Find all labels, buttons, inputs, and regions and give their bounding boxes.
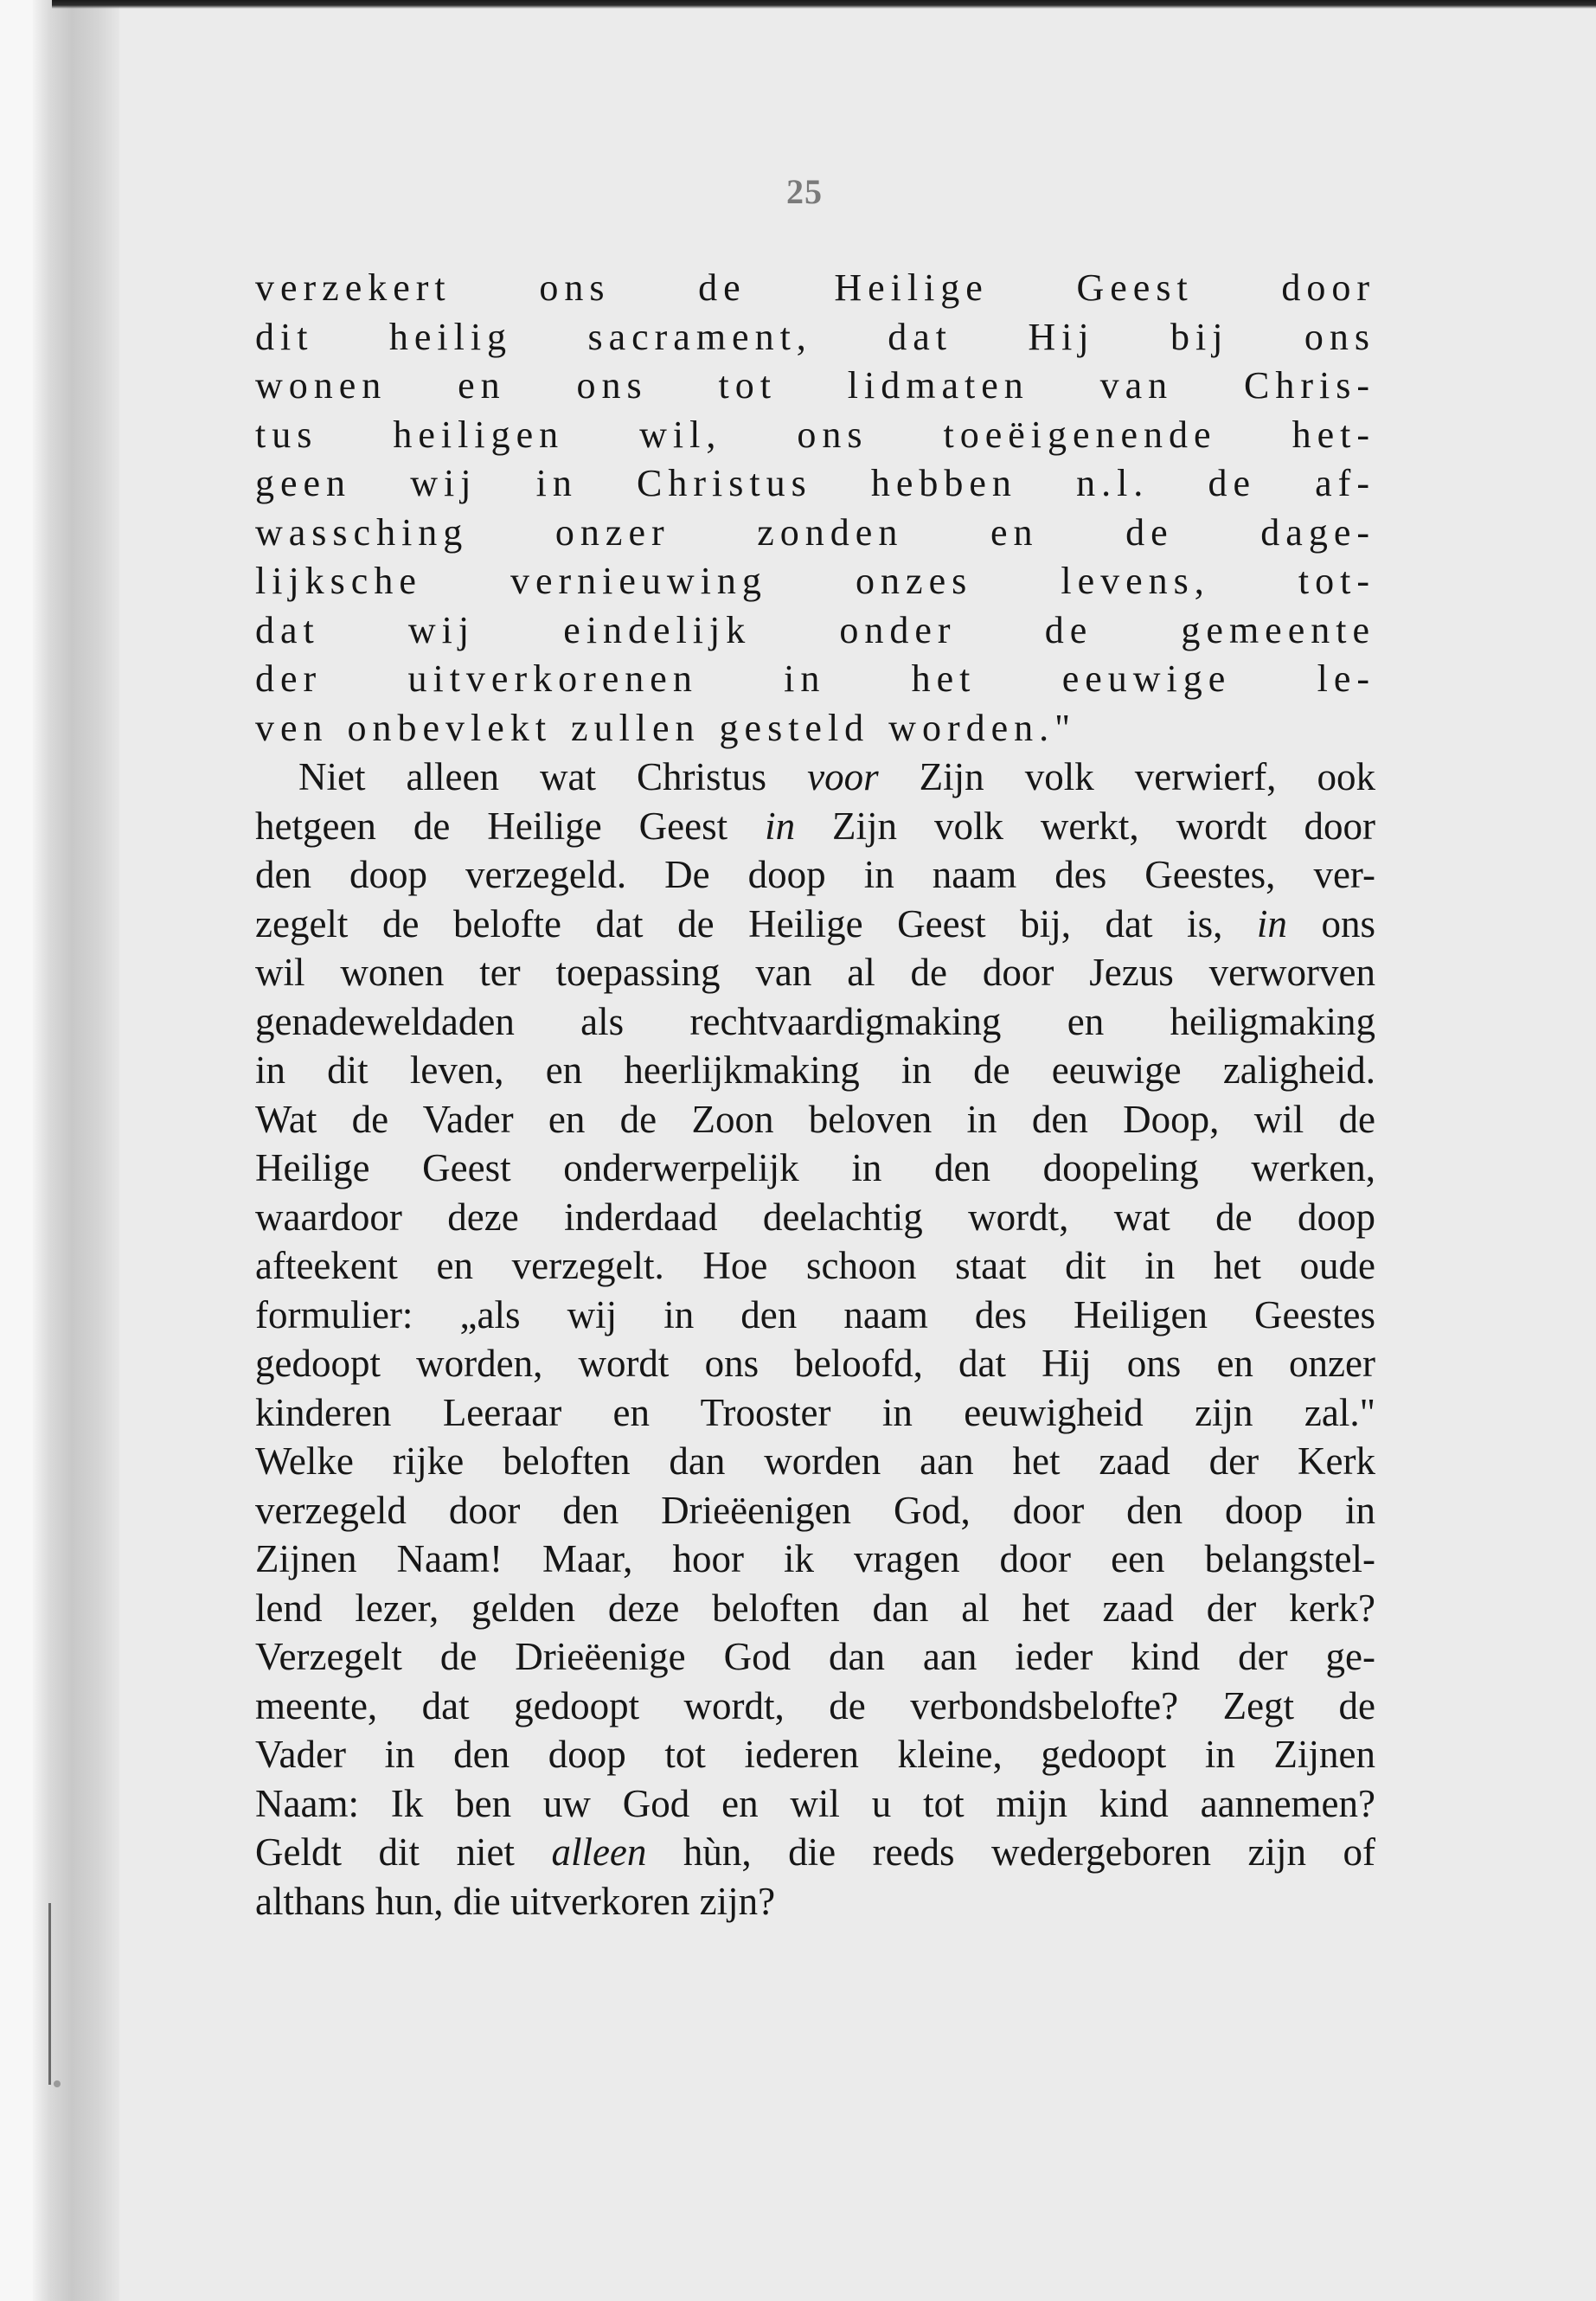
text-line: Zijnen Naam! Maar, hoor ik vragen door een belangstel- bbox=[255, 1537, 1375, 1580]
text-line: gedoopt worden, wordt ons beloofd, dat Hij ons en onzer bbox=[255, 1342, 1375, 1385]
text-line: der uitverkorenen in het eeuwige le- bbox=[255, 657, 1375, 700]
italic-word: alleen bbox=[551, 1830, 647, 1874]
text-line: in dit leven, en heerlijkmaking in de eeuwige zaligheid. bbox=[255, 1048, 1375, 1092]
text-segment: Niet alleen wat Christus bbox=[298, 755, 808, 798]
text-line bbox=[255, 753, 1375, 802]
text-line: waardoor deze inderdaad deelachtig wordt, wat de doop bbox=[255, 1195, 1375, 1239]
text-line: Welke rijke beloften dan worden aan het zaad der Kerk bbox=[255, 1439, 1375, 1483]
body-text bbox=[255, 264, 1375, 1926]
text-line: wil wonen ter toepassing van al de door Jezus verworven bbox=[255, 951, 1375, 994]
text-line: Verzegelt de Drieëenige God dan aan ieder kind der ge- bbox=[255, 1635, 1375, 1678]
text-line bbox=[255, 1828, 1375, 1877]
text-line: meente, dat gedoopt wordt, de verbondsbelofte? Zegt de bbox=[255, 1683, 1375, 1727]
text-line: Naam: Ik ben uw God en wil u tot mijn kind aannemen? bbox=[255, 1781, 1375, 1825]
text-line: tus heiligen wil, ons toeëigenende het- bbox=[255, 413, 1375, 456]
text-line bbox=[255, 802, 1375, 851]
text-line: dat wij eindelijk onder de gemeente bbox=[255, 608, 1375, 651]
text-segment: zegelt de belofte dat de Heilige Geest bij, dat is, bbox=[255, 901, 1257, 945]
page-number: 25 bbox=[786, 172, 823, 211]
text-segment: Zijn volk werkt, wordt door bbox=[795, 804, 1375, 848]
text-line: Wat de Vader en de Zoon beloven in den Doop, wil de bbox=[255, 1097, 1375, 1141]
text-line: formulier: „als wij in den naam des Heiligen Geestes bbox=[255, 1292, 1375, 1336]
margin-dot bbox=[54, 2080, 61, 2087]
text-line: verzegeld door den Drieëenigen God, door den doop in bbox=[255, 1488, 1375, 1532]
text-line: den doop verzegeld. De doop in naam des Geestes, ver- bbox=[255, 853, 1375, 896]
text-segment: Zijn volk verwierf, ook bbox=[878, 755, 1375, 798]
text-line: althans hun, die uitverkoren zijn? bbox=[255, 1879, 776, 1923]
text-segment: ons bbox=[1286, 901, 1375, 945]
text-line: ven onbevlekt zullen gesteld worden." bbox=[255, 706, 1077, 749]
text-line: kinderen Leeraar en Trooster in eeuwigheid zijn zal." bbox=[255, 1390, 1375, 1434]
text-line: Vader in den doop tot iederen kleine, gedoopt in Zijnen bbox=[255, 1733, 1375, 1776]
text-line: genadeweldaden als rechtvaardigmaking en heiligmaking bbox=[255, 999, 1375, 1043]
text-line: geen wij in Christus hebben n.l. de af- bbox=[255, 462, 1375, 504]
text-line: wonen en ons tot lidmaten van Chris- bbox=[255, 364, 1375, 407]
text-line: wassching onzer zonden en de dage- bbox=[255, 510, 1375, 554]
page-left-strip bbox=[0, 0, 35, 2301]
italic-word: in bbox=[1256, 901, 1287, 945]
text-segment: hetgeen de Heilige Geest bbox=[255, 804, 766, 848]
italic-word: voor bbox=[807, 755, 879, 798]
text-line: verzekert ons de Heilige Geest door bbox=[255, 266, 1375, 309]
text-line: dit heilig sacrament, dat Hij bij ons bbox=[255, 315, 1375, 358]
text-line: afteekent en verzegelt. Hoe schoon staat dit in het oude bbox=[255, 1244, 1375, 1287]
text-line: lijksche vernieuwing onzes levens, tot- bbox=[255, 560, 1375, 602]
top-page-edge bbox=[52, 0, 1596, 9]
text-segment: hùn, die reeds wedergeboren zijn of bbox=[646, 1830, 1375, 1874]
text-segment: Geldt dit niet bbox=[255, 1830, 552, 1874]
text-line: Heilige Geest onderwerpelijk in den doopeling werken, bbox=[255, 1146, 1375, 1189]
binding-shadow bbox=[33, 0, 119, 2301]
margin-pencil-mark bbox=[48, 1903, 51, 2085]
italic-word: in bbox=[765, 804, 796, 848]
text-line bbox=[255, 900, 1375, 949]
text-line: lend lezer, gelden deze beloften dan al het zaad der kerk? bbox=[255, 1586, 1375, 1630]
